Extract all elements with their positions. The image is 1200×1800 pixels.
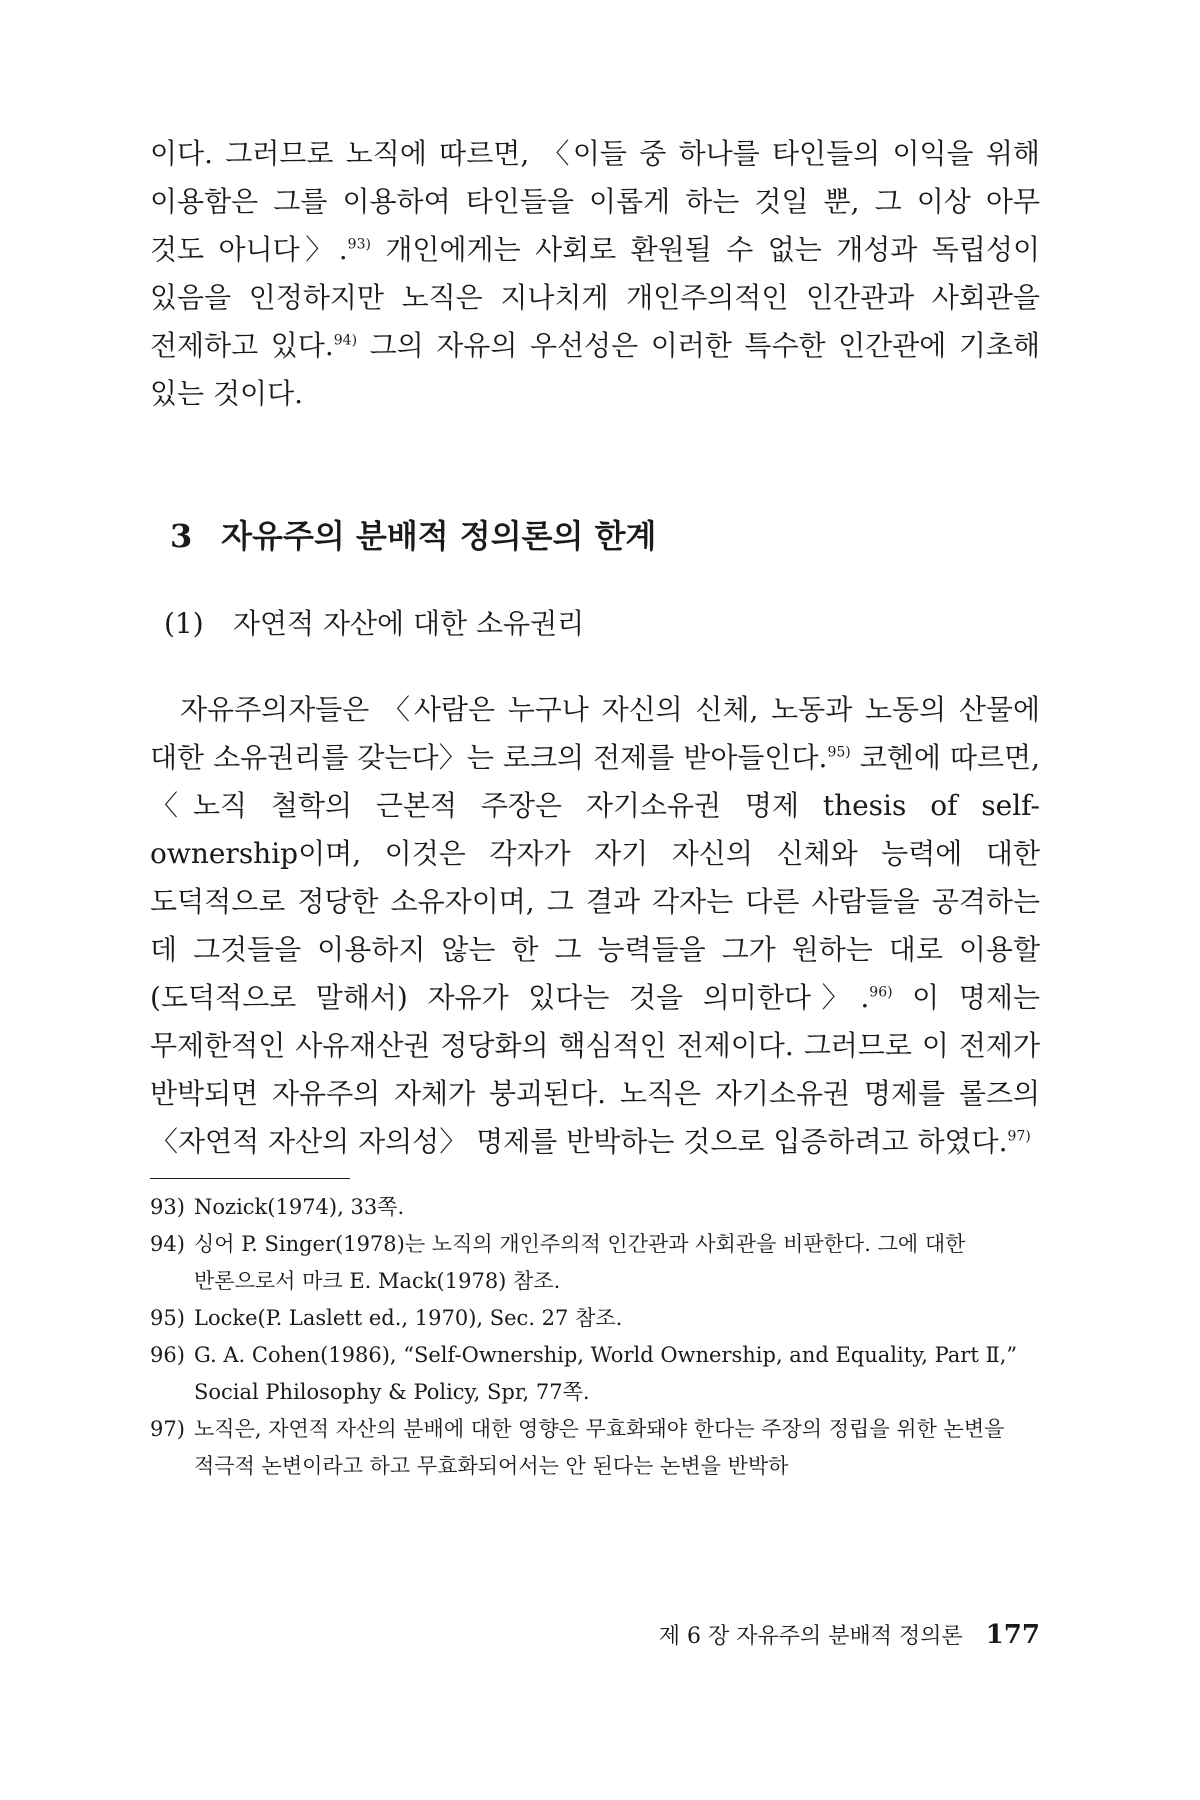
footnote-97 [150,1411,1040,1485]
section-title: 자유주의 분배적 정의론의 한계 [221,517,657,555]
footnote-number: 94) [150,1232,185,1256]
running-footer [659,1620,1040,1652]
paragraph-1-text: 이다. 그러므로 노직에 따르면, 〈이들 중 하나를 타인들의 이익을 위해 이용함은 그를 이용하여 타인들을 이롭게 하는 것일 뿐, 그 이상 아무 것도 아니다〉. [150,137,1040,266]
footnote-95 [150,1300,1040,1337]
paragraph-1-text-c: 그의 자유의 우선성은 이러한 특수한 인간관에 기초해 있는 것이다. [150,329,1040,410]
section-number: 3 [170,517,193,555]
footnote-number: 95) [150,1306,185,1330]
subsection-heading [150,604,1040,644]
footnote-text: Nozick(1974), 33쪽. [194,1195,405,1219]
section-heading [150,516,1040,556]
footnote-number: 93) [150,1195,185,1219]
footnote-ref-97[interactable]: 97) [1007,1128,1031,1145]
footnote-text: 노직은, 자연적 자산의 분배에 대한 영향은 무효화돼야 한다는 주장의 정립을 위한 논변을 적극적 논변이라고 하고 무효화되어서는 안 된다는 논변을 반박하 [194,1417,1005,1478]
paragraph-2-text-b: 코헨에 따르면, 〈노직 철학의 근본적 주장은 자기소유권 명제 thesis of self-ownership이며, 이것은 각자가 자기 자신의 신체와 능력에 대한 도덕적으로 정당한 소유자이며, 그 결과 각자는 다른 사람들을 공격하는 데 그것들을 이용하지 않는 한 그 능력들을 그가 원하는 대로 이용할 (도덕적으로 말해서) 자유가 있다는 것을 의미한다〉. [150,741,1040,1014]
footnote-number: 96) [150,1343,185,1367]
paragraph-continuation [150,130,1040,418]
page-body [150,130,1040,1485]
paragraph-1-text-b: 개인에게는 사회로 환원될 수 없는 개성과 독립성이 있음을 인정하지만 노직은 지나치게 개인주의적인 인간관과 사회관을 전제하고 있다. [150,233,1040,362]
footnote-number: 97) [150,1417,185,1441]
footnote-divider [150,1178,350,1179]
footnote-ref-96[interactable]: 96) [869,984,893,1001]
footnote-ref-93[interactable]: 93) [347,236,371,253]
paragraph-2-text-a: 자유주의자들은 〈사람은 누구나 자신의 신체, 노동과 노동의 산물에 대한 소유권리를 갖는다〉는 로크의 전제를 받아들인다. [150,693,1040,774]
page-number: 177 [985,1620,1040,1650]
footnote-96 [150,1337,1040,1411]
paragraph-2 [150,686,1040,1166]
footnote-93 [150,1189,1040,1226]
footnote-list [150,1189,1040,1485]
footnote-94 [150,1226,1040,1300]
chapter-title: 제 6 장 자유주의 분배적 정의론 [658,1624,963,1649]
paragraph-2-text-c: 이 명제는 무제한적인 사유재산권 정당화의 핵심적인 전제이다. 그러므로 이 전제가 반박되면 자유주의 자체가 붕괴된다. 노직은 자기소유권 명제를 롤즈의 〈자연적 자산의 자의성〉 명제를 반박하는 것으로 입증하려고 하였다. [150,981,1041,1158]
footnote-ref-95[interactable]: 95) [827,744,851,761]
footnote-text: Locke(P. Laslett ed., 1970), Sec. 27 참조. [194,1306,623,1330]
footnote-ref-94[interactable]: 94) [333,332,358,349]
subsection-title: 자연적 자산에 대한 소유권리 [232,607,585,640]
footnote-text: 싱어 P. Singer(1978)는 노직의 개인주의적 인간관과 사회관을 비판한다. 그에 대한 반론으로서 마크 E. Mack(1978) 참조. [194,1232,966,1293]
footnote-text: G. A. Cohen(1986), “Self-Ownership, World Ownership, and Equality, Part Ⅱ,” Social Philosophy & Policy, Spr, 77쪽. [194,1343,1018,1404]
subsection-number: (1) [164,607,204,640]
